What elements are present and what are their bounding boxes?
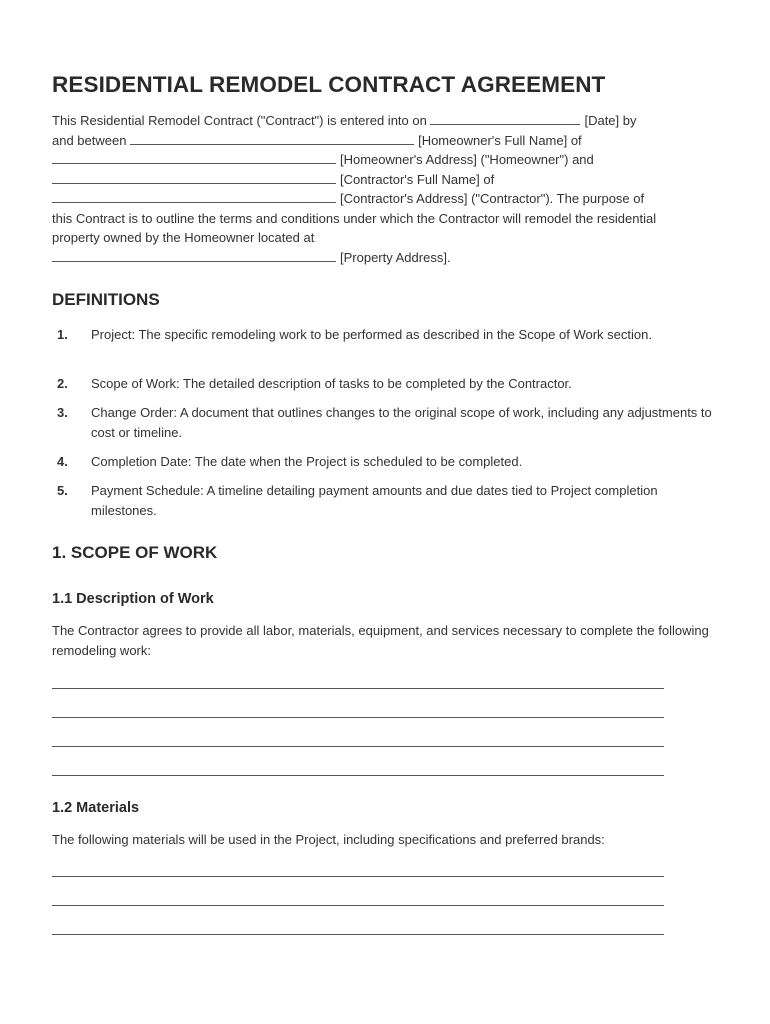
description-blank-line[interactable] — [52, 775, 664, 776]
description-blank-line[interactable] — [52, 746, 664, 747]
intro-paragraph — [52, 111, 732, 267]
materials-blank-line[interactable] — [52, 905, 664, 906]
item-number: 5. — [57, 483, 68, 498]
definition-item — [57, 452, 717, 472]
description-heading: 1.1 Description of Work — [52, 591, 214, 607]
item-number: 1. — [57, 327, 68, 342]
contractor-address-label: [Contractor's Address] ("Contractor"). The purpose of — [340, 191, 645, 206]
item-text: Project: The specific remodeling work to be performed as described in the Scope of Work section. — [91, 327, 652, 342]
date-label: [Date] by — [584, 113, 637, 128]
item-text: Scope of Work: The detailed description of tasks to be completed by the Contractor. — [91, 376, 572, 391]
item-number: 2. — [57, 376, 68, 391]
definition-item — [57, 374, 717, 394]
definitions-heading: DEFINITIONS — [52, 290, 160, 309]
document-title: RESIDENTIAL REMODEL CONTRACT AGREEMENT — [52, 72, 606, 97]
intro-text: This Residential Remodel Contract ("Contract") is entered into on — [52, 113, 427, 128]
item-number: 3. — [57, 405, 68, 420]
homeowner-name-label: [Homeowner's Full Name] of — [418, 132, 582, 148]
definition-item — [57, 325, 717, 345]
materials-blank-line[interactable] — [52, 934, 664, 935]
definition-item — [57, 481, 717, 520]
definition-item — [57, 403, 717, 442]
materials-text: The following materials will be used in the Project, including specifications and preferred brands: — [52, 832, 605, 847]
item-text: Completion Date: The date when the Project is scheduled to be completed. — [91, 454, 523, 469]
description-text: The Contractor agrees to provide all labor, materials, equipment, and services necessary to complete the following remodeling work: — [52, 623, 709, 658]
item-text: Change Order: A document that outlines changes to the original scope of work, including any adjustments to cost or timeline. — [91, 405, 712, 440]
homeowner-address-label: [Homeowner's Address] ("Homeowner") and — [340, 152, 594, 167]
materials-heading: 1.2 Materials — [52, 800, 140, 816]
homeowner-name-blank[interactable] — [130, 133, 414, 145]
property-address-label: [Property Address]. — [340, 249, 451, 265]
contractor-address-blank[interactable] — [52, 191, 336, 203]
contractor-name-blank[interactable] — [52, 172, 336, 184]
intro-text: this Contract is to outline the terms and conditions under which the Contractor will remodel the residential property owned by the Homeowner located at — [52, 210, 657, 245]
materials-blank-line[interactable] — [52, 876, 664, 877]
item-text: Payment Schedule: A timeline detailing payment amounts and due dates tied to Project completion milestones. — [91, 483, 658, 518]
description-blank-line[interactable] — [52, 717, 664, 718]
intro-text: and between — [52, 132, 127, 148]
description-blank-line[interactable] — [52, 688, 664, 689]
scope-heading: 1. SCOPE OF WORK — [52, 543, 218, 562]
homeowner-address-blank[interactable] — [52, 152, 336, 164]
date-blank[interactable] — [430, 113, 580, 125]
contractor-name-label: [Contractor's Full Name] of — [340, 171, 495, 187]
item-number: 4. — [57, 454, 68, 469]
property-address-blank[interactable] — [52, 250, 336, 262]
